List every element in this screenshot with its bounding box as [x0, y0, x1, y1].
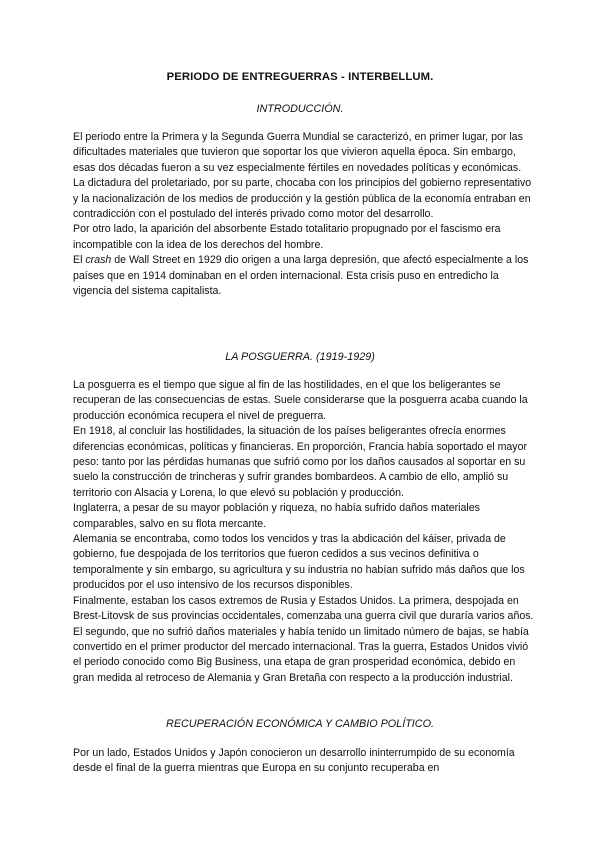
paragraph: Por otro lado, la aparición del absorbente Estado totalitario propugnado por el fascismo era incompatible con la idea de los derechos del hombre. [73, 223, 501, 251]
paragraph: La dictadura del proletariado, por su parte, chocaba con los principios del gobierno representativo y la nacionalización de los medios de producción y la gestión pública de la economía entraban en contradicción con el postulado del interés privado como motor del desarrollo. [73, 177, 532, 221]
section-body-recuperacion [73, 746, 535, 777]
paragraph: Alemania se encontraba, como todos los vencidos y tras la abdicación del káiser, privada de gobierno, fue despojada de los territorios que fueron cedidos a sus vecinos definitiva o temporalmente y sin embargo, su agricultura y su industria no habían sufrido más daños que los producidos por el uso intensivo de los recursos disponibles. [73, 533, 525, 592]
paragraph-crash [73, 253, 535, 299]
crash-italic-word: crash [85, 254, 112, 267]
section-body-introduccion [73, 130, 535, 299]
paragraph: En 1918, al concluir las hostilidades, la situación de los países beligerantes ofrecía enormes diferencias económicas, políticas y financieras. En proporción, Francia había soportado el mayor peso: tanto por las pérdidas humanas que sufrió como por los daños causados al soportar en su suelo la construcción de trincheras y sufrir grandes bombardeos. A cambio de ello, amplió su territorio con Alsacia y Lorena, lo que elevó su población y producción. [73, 425, 528, 499]
section-heading-recuperacion: RECUPERACIÓN ECONÓMICA Y CAMBIO POLÍTICO. [166, 718, 434, 730]
document-title: PERIODO DE ENTREGUERRAS - INTERBELLUM. [166, 71, 434, 83]
paragraph: Por un lado, Estados Unidos y Japón conocieron un desarrollo ininterrumpido de su economía desde el final de la guerra mientras que Europa en su conjunto recuperaba en [73, 747, 515, 775]
section-heading-introduccion: INTRODUCCIÓN. [256, 103, 344, 115]
paragraph: Inglaterra, a pesar de su mayor población y riqueza, no había sufrido daños materiales comparables, salvo en su flota mercante. [73, 502, 480, 530]
crash-text-after: de Wall Street en 1929 dio origen a una larga depresión, que afectó especialmente a los países que en 1914 dominaban en el orden internacional. Esta crisis puso en entredicho la vigencia del sistema capitalista. [73, 254, 529, 298]
paragraph: Finalmente, estaban los casos extremos de Rusia y Estados Unidos. La primera, despojada en Brest-Litovsk de sus provincias occidentales, comenzaba una guerra civil que duraría varios años. El segundo, que no sufrió daños materiales y había tenido un limitado número de bajas, se había convertido en el primer productor del mercado internacional. Tras la guerra, Estados Unidos vivió el periodo conocido como Big Business, una etapa de gran prosperidad económica, debido en gran medida al retroceso de Alemania y Gran Bretaña con respecto a la producción industrial. [73, 594, 534, 684]
paragraph: La posguerra es el tiempo que sigue al fin de las hostilidades, en el que los beligerantes se recuperan de las consecuencias de estas. Suele considerarse que la posguerra acaba cuando la producción económica recupera el nivel de preguerra. [73, 379, 528, 422]
crash-text-before: El [73, 254, 86, 267]
section-heading-posguerra: LA POSGUERRA. (1919-1929) [225, 351, 375, 363]
section-body-posguerra [73, 378, 535, 686]
paragraph: El periodo entre la Primera y la Segunda Guerra Mundial se caracterizó, en primer lugar, por las dificultades materiales que tuvieron que soportar los que vivieron aquella época. Sin embargo, esas dos décadas fueron a su vez especialmente fértiles en novedades políticas y económicas. [73, 131, 523, 174]
